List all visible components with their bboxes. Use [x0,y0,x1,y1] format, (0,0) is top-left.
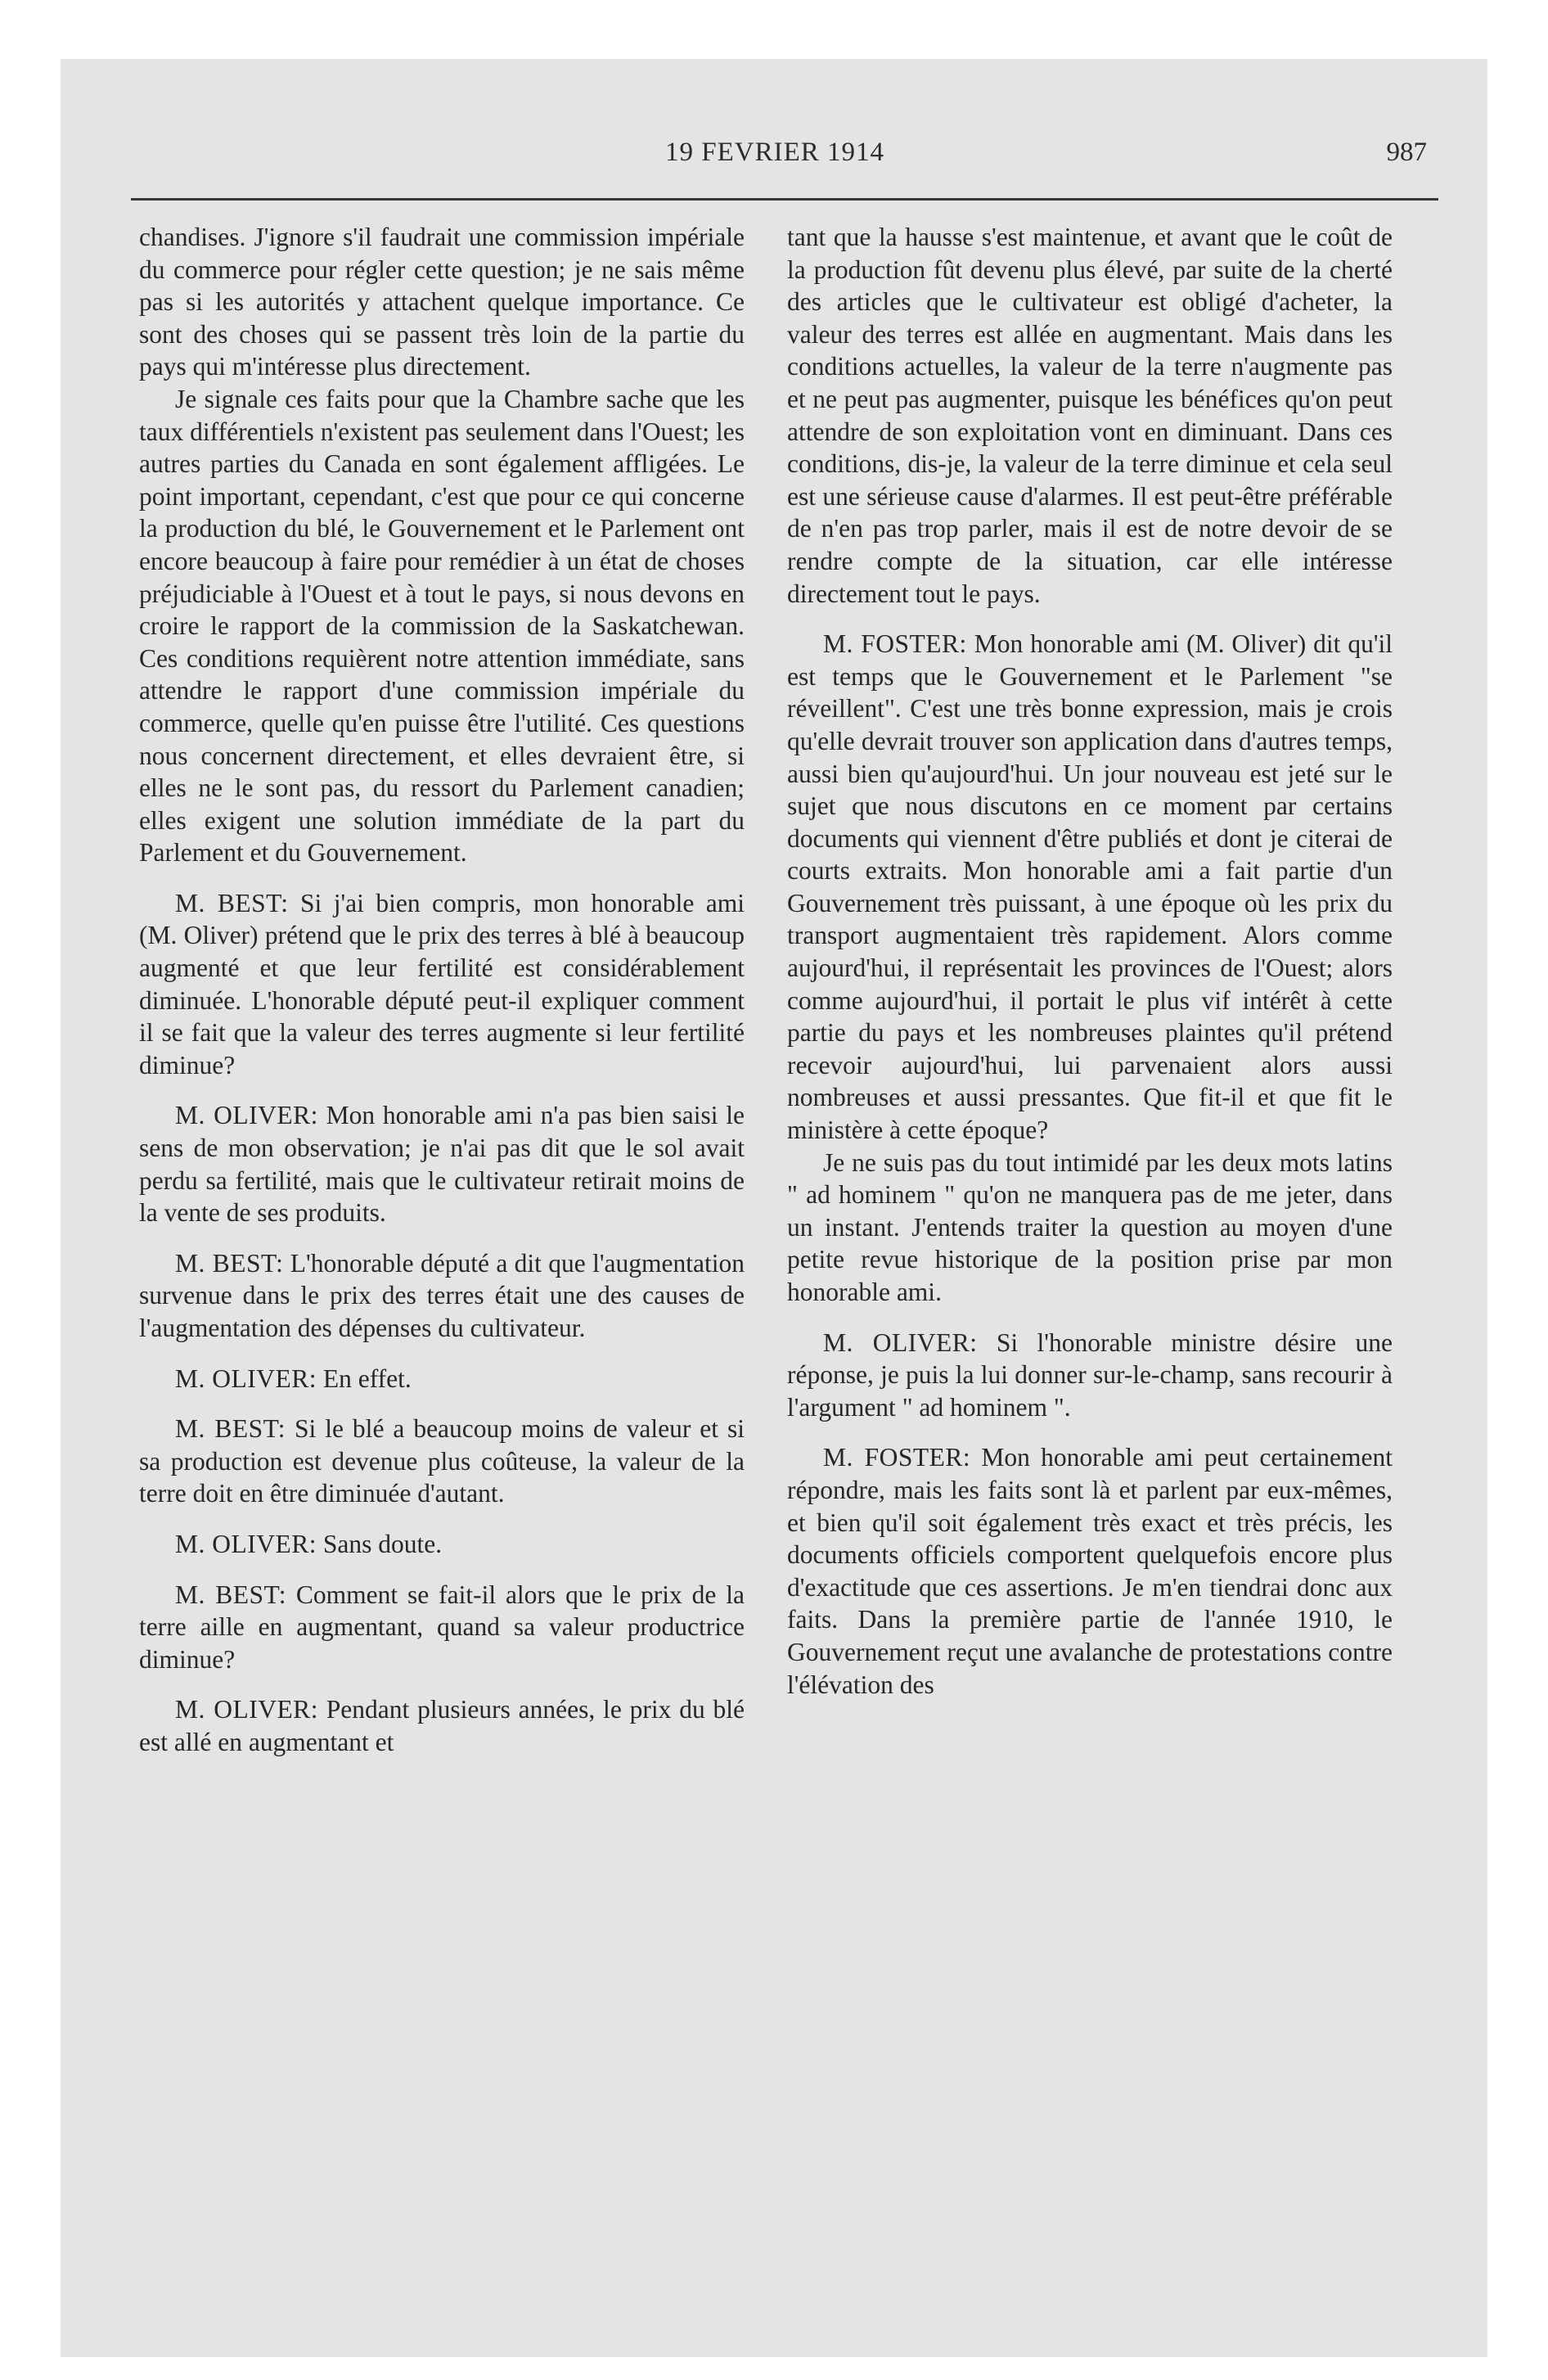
speaker-name: M. OLIVER: [175,1695,318,1724]
paragraph [139,383,745,869]
paragraph-text: Je ne suis pas du tout intimidé par les deux mots latins " ad hominem " qu'on ne manquera pas de me jeter, dans un instant. J'entends traiter la question au moyen d'une petite revue historique de la position prise par mon honorable ami. [787,1147,1393,1306]
speech-text: Sans doute. [322,1529,443,1558]
speech [787,628,1393,1147]
speech [139,1247,745,1345]
speech-text: Mon honorable ami peut certainement répondre, mais les faits sont là et parlent par eux-mêmes, et bien qu'il soit également très exact et très précis, les documents officiels comportent quelquefois encore plus d'exactitude que ces assertions. Je m'en tiendrai donc aux faits. Dans la première partie de l'année 1910, le Gouvernement reçut une avalanche de protestations contre l'élévation des [787,1443,1393,1699]
page-header [116,137,1433,187]
speech [139,887,745,1082]
speech [787,1441,1393,1701]
header-date: 19 FEVRIER 1914 [664,137,884,167]
speaker-name: M. BEST: [175,1414,286,1444]
speaker-name: M. BEST: [175,888,289,917]
paragraph [787,1147,1393,1309]
speaker-name: M. OLIVER: [175,1364,317,1393]
speaker-name: M. BEST: [175,1248,284,1278]
left-column [139,221,745,1759]
speech [139,1099,745,1228]
speaker-name: M. OLIVER: [175,1529,317,1558]
paragraph-text: Je signale ces faits pour que la Chambre sache que les taux différentiels n'existent pas seulement dans l'Ouest; les autres parties du Canada en sont également affligées. Le point important, cependant, c'est que pour ce qui concerne la production du blé, le Gouvernement et le Parlement ont encore beaucoup à faire pour remédier à un état de choses préjudiciable à l'Ouest et à tout le pays, si nous devons en croire le rapport de la commission de la Saskatchewan. Ces conditions requièrent notre attention immédiate, sans attendre le rapport d'une commission impériale du commerce, quelle qu'en puisse être l'utilité. Ces questions nous concernent directement, et elles devraient être, si elles ne le sont pas, du ressort du Parlement canadien; elles exigent une solution immédiate de la part du Parlement et du Gouvernement. [139,384,745,868]
paragraph-text: tant que la hausse s'est maintenue, et avant que le coût de la production fût devenu plus élevé, par suite de la cherté des articles que le cultivateur est obligé d'acheter, la valeur des terres est allée en augmentant. Mais dans les conditions actuelles, la valeur de la terre n'augmente pas et ne peut pas augmenter, puisque les bénéfices qu'on peut attendre de son exploitation vont en diminuant. Dans ces conditions, dis-je, la valeur de la terre diminue et cela seul est une sérieuse cause d'alarmes. Il est peut-être préférable de n'en pas trop parler, mais il est de notre devoir de se rendre compte de la situation, car elle intéresse directement tout le pays. [787,223,1393,608]
speaker-name: M. OLIVER: [823,1327,978,1357]
speaker-name: M. BEST: [175,1580,286,1609]
speaker-name: M. OLIVER: [175,1101,318,1130]
speech [139,1363,745,1395]
speech-text: L'honorable député a dit que l'augmentation survenue dans le prix des terres était une des causes de l'augmentation des dépenses du cultivateur. [139,1248,745,1342]
speech-text: Comment se fait-il alors que le prix de la terre aille en augmentant, quand sa valeur productrice diminue? [139,1580,745,1674]
paragraph-text: chandises. J'ignore s'il faudrait une commission impériale du commerce pour régler cette question; je ne sais même pas si les autorités y attachent quelque importance. Ce sont des choses qui se passent très loin de la partie du pays qui m'intéresse plus directement. [139,223,745,381]
speech-text: Mon honorable ami n'a pas bien saisi le sens de mon observation; je n'ai pas dit que le sol avait perdu sa fertilité, mais que le cultivateur retirait moins de la vente de ses produits. [139,1101,745,1228]
speech [139,1413,745,1510]
speaker-name: M. FOSTER: [823,629,967,659]
right-column [787,221,1393,1701]
speech-text: Mon honorable ami (M. Oliver) dit qu'il est temps que le Gouvernement et le Parlement "se réveillent". C'est une très bonne expression, mais je crois qu'elle devrait trouver son application dans d'autres temps, aussi bien qu'aujourd'hui. Un jour nouveau est jeté sur le sujet que nous discutons en ce moment par certains documents qui viennent d'être publiés et dont je citerai de courts extraits. Mon honorable ami a fait partie d'un Gouvernement très puissant, à une époque où les prix du transport augmentaient très rapidement. Alors comme aujourd'hui, il représentait les provinces de l'Ouest; alors comme aujourd'hui, il portait le plus vif intérêt à cette partie du pays et les nombreuses plaintes qu'il prétend recevoir aujourd'hui, lui parvenaient alors aussi nombreuses et aussi pressantes. Que fit-il et que fit le ministère à cette époque? [787,629,1393,1145]
page-number: 987 [1386,137,1427,167]
speech-text: En effet. [322,1364,412,1393]
header-rule [131,198,1438,201]
speech-text: Si l'honorable ministre désire une réponse, je puis la lui donner sur-le-champ, sans recourir à l'argument " ad hominem ". [787,1327,1393,1422]
speech-text: Si le blé a beaucoup moins de valeur et si sa production est devenue plus coûteuse, la valeur de la terre doit en être diminuée d'autant. [139,1414,745,1508]
speech-text: Pendant plusieurs années, le prix du blé est allé en augmentant et [139,1695,745,1756]
speech [139,1528,745,1561]
speech [139,1693,745,1758]
speech [787,1327,1393,1424]
paragraph [787,221,1393,610]
paragraph [139,221,745,383]
speech [139,1579,745,1676]
speaker-name: M. FOSTER: [823,1443,971,1472]
speech-text: Si j'ai bien compris, mon honorable ami (M. Oliver) prétend que le prix des terres à blé à beaucoup augmenté et que leur fertilité est considérablement diminuée. L'honorable député peut-il expliquer comment il se fait que la valeur des terres augmente si leur fertilité diminue? [139,888,745,1080]
